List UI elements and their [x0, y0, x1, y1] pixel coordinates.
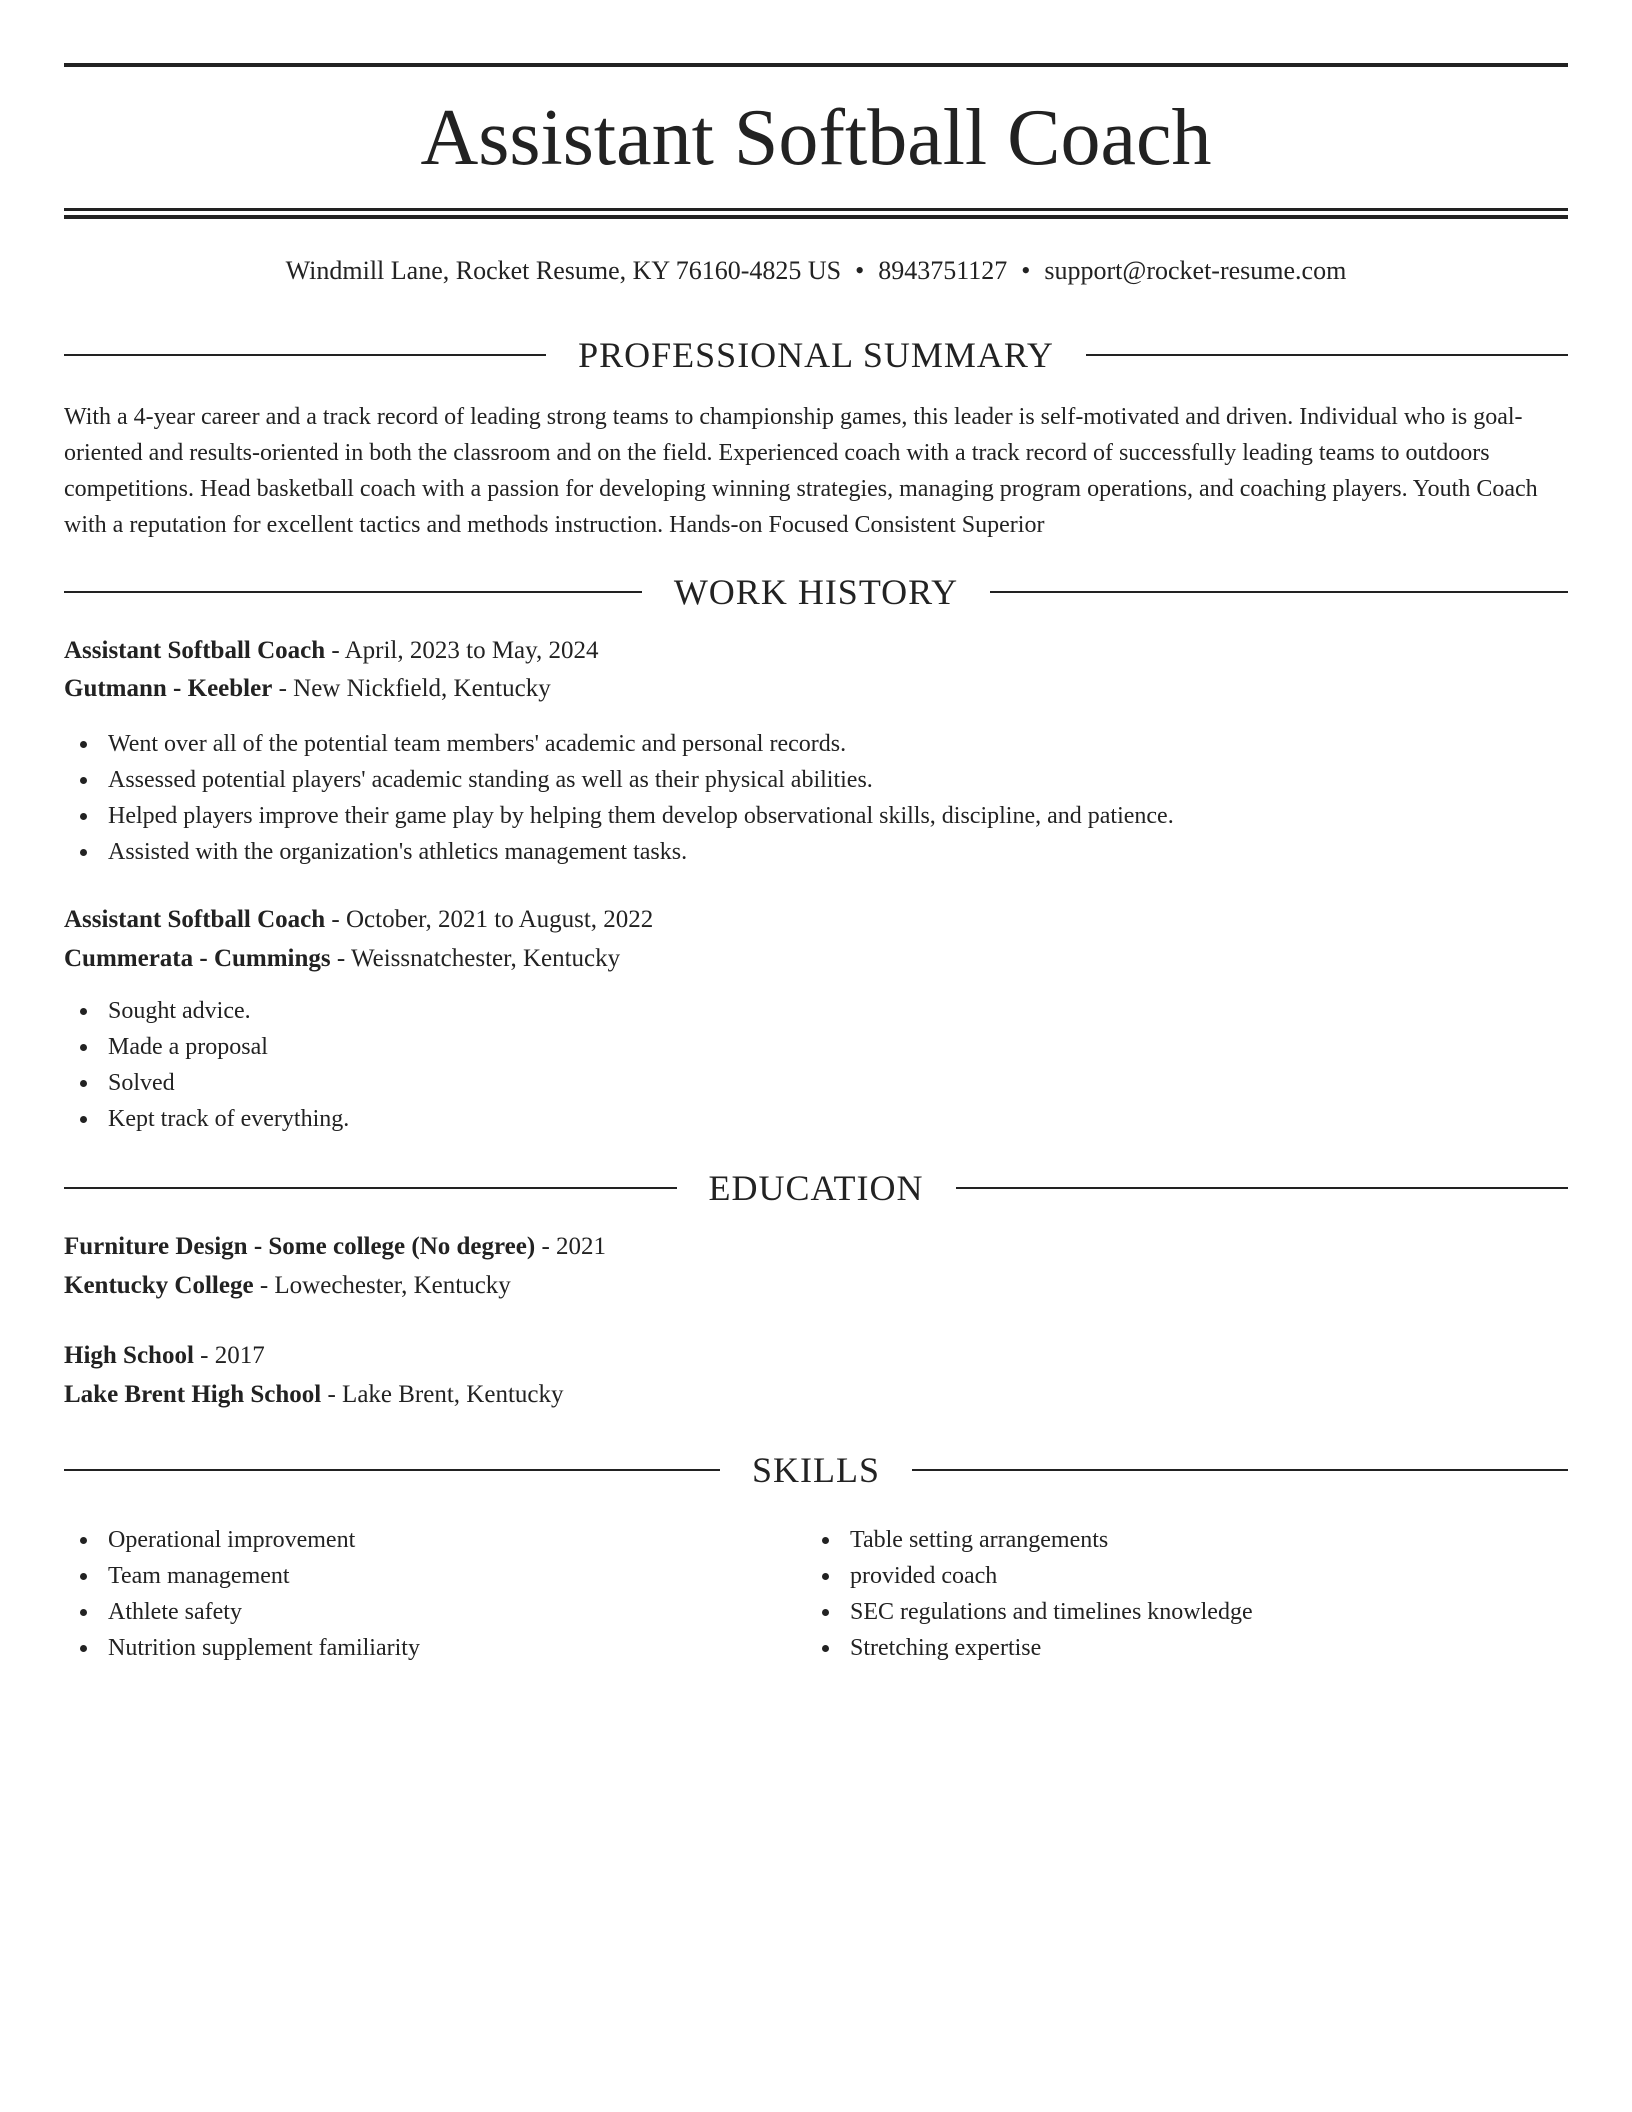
bullet-text: Kept track of everything. [108, 1106, 350, 1132]
section-heading-skills [64, 1448, 1568, 1492]
header-top-rule [64, 63, 1568, 67]
education-degree-line [64, 1229, 1568, 1265]
list-item [64, 762, 1568, 798]
bullet-icon [822, 1537, 829, 1544]
heading-rule-right [912, 1469, 1568, 1471]
education-year: - 2017 [193, 1342, 265, 1369]
skill-text: Nutrition supplement familiarity [108, 1635, 420, 1661]
job-company-line [64, 941, 1568, 977]
section-title: EDUCATION [708, 1168, 924, 1208]
bullet-icon [80, 1008, 87, 1015]
contact-line [64, 254, 1568, 288]
skills-list-right [806, 1522, 1546, 1666]
heading-rule-left [64, 1469, 720, 1471]
list-item [64, 1630, 804, 1666]
education-location: - Lowechester, Kentucky [253, 1272, 511, 1299]
heading-rule-left [64, 1187, 677, 1189]
bullet-icon [822, 1645, 829, 1652]
skill-text: Table setting arrangements [850, 1527, 1109, 1553]
section-title: PROFESSIONAL SUMMARY [578, 335, 1054, 375]
skills-list-left [64, 1522, 804, 1666]
bullet-icon [822, 1609, 829, 1616]
bullet-icon [80, 1080, 87, 1087]
bullet-icon [80, 849, 87, 856]
heading-rule-left [64, 591, 642, 593]
job-title-line [64, 902, 1568, 938]
bullet-icon [80, 741, 87, 748]
heading-rule-right [1086, 354, 1568, 356]
list-item [64, 1065, 1568, 1101]
education-school: Lake Brent High School [64, 1381, 322, 1408]
job-bullet-list [64, 726, 1568, 870]
skill-text: SEC regulations and timelines knowledge [850, 1599, 1253, 1625]
bullet-icon [80, 777, 87, 784]
contact-phone: 8943751127 [878, 256, 1008, 285]
section-heading-summary [64, 333, 1568, 377]
job-bullet-list [64, 993, 1568, 1137]
job-location: - Weissnatchester, Kentucky [330, 945, 621, 972]
list-item [64, 1558, 804, 1594]
resume-title: Assistant Softball Coach [420, 94, 1212, 182]
skill-text: Operational improvement [108, 1527, 356, 1553]
heading-rule-right [956, 1187, 1569, 1189]
job-company: Gutmann - Keebler [64, 675, 273, 702]
bullet-icon [80, 813, 87, 820]
list-item [64, 726, 1568, 762]
list-item [64, 798, 1568, 834]
list-item [806, 1594, 1546, 1630]
list-item [64, 834, 1568, 870]
bullet-text: Solved [108, 1070, 175, 1096]
list-item [64, 993, 1568, 1029]
list-item [806, 1522, 1546, 1558]
education-school-line [64, 1268, 1568, 1304]
list-item [64, 1101, 1568, 1137]
bullet-text: Assisted with the organization's athletics management tasks. [108, 839, 688, 865]
header-divider-upper [64, 208, 1568, 211]
contact-email: support@rocket-resume.com [1044, 256, 1347, 285]
job-dates: - October, 2021 to August, 2022 [325, 906, 654, 933]
bullet-text: Assessed potential players' academic standing as well as their physical abilities. [108, 767, 873, 793]
bullet-icon [80, 1537, 87, 1544]
list-item [806, 1630, 1546, 1666]
header-divider-lower [64, 215, 1568, 219]
job-dates: - April, 2023 to May, 2024 [325, 637, 599, 664]
skill-text: provided coach [850, 1563, 998, 1589]
skill-text: Stretching expertise [850, 1635, 1042, 1661]
job-title: Assistant Softball Coach [64, 906, 326, 933]
list-item [64, 1522, 804, 1558]
contact-address: Windmill Lane, Rocket Resume, KY 76160-4825 US [285, 256, 842, 285]
section-heading-education [64, 1166, 1568, 1210]
education-year: - 2021 [535, 1233, 607, 1260]
education-location: - Lake Brent, Kentucky [321, 1381, 564, 1408]
list-item [64, 1594, 804, 1630]
bullet-text: Sought advice. [108, 998, 251, 1024]
bullet-text: Made a proposal [108, 1034, 268, 1060]
contact-separator: • [1021, 256, 1031, 285]
contact-separator: • [855, 256, 865, 285]
job-title-line [64, 633, 1568, 669]
job-company: Cummerata - Cummings [64, 945, 331, 972]
skill-text: Athlete safety [108, 1599, 242, 1625]
education-degree: Furniture Design - Some college (No degree) [64, 1233, 536, 1260]
job-location: - New Nickfield, Kentucky [272, 675, 551, 702]
job-title: Assistant Softball Coach [64, 637, 326, 664]
education-school-line [64, 1377, 1568, 1413]
bullet-icon [80, 1609, 87, 1616]
heading-rule-right [990, 591, 1568, 593]
bullet-icon [80, 1044, 87, 1051]
education-degree-line [64, 1338, 1568, 1374]
heading-rule-left [64, 354, 546, 356]
bullet-icon [80, 1645, 87, 1652]
section-heading-work [64, 570, 1568, 614]
section-title: SKILLS [752, 1450, 881, 1490]
bullet-text: Went over all of the potential team members' academic and personal records. [108, 731, 847, 757]
education-school: Kentucky College [64, 1272, 254, 1299]
bullet-icon [80, 1573, 87, 1580]
bullet-icon [822, 1573, 829, 1580]
section-title: WORK HISTORY [673, 572, 959, 612]
bullet-icon [80, 1116, 87, 1123]
education-degree: High School [64, 1342, 194, 1369]
job-company-line [64, 671, 1568, 707]
list-item [806, 1558, 1546, 1594]
bullet-text: Helped players improve their game play by helping them develop observational skills, discipline, and patience. [108, 803, 1174, 829]
list-item [64, 1029, 1568, 1065]
summary-text: With a 4-year career and a track record of leading strong teams to championship games, this leader is self-motivated and driven. Individual who is goal-oriented and results-oriented in both the classroom and on the field. Experienced coach with a track record of successfully leading teams to outdoors competitions. Head basketball coach with a passion for developing winning strategies, managing program operations, and coaching players. Youth Coach with a reputation for excellent tactics and methods instruction. Hands-on Focused Consistent Superior [64, 404, 1538, 538]
skill-text: Team management [108, 1563, 290, 1589]
